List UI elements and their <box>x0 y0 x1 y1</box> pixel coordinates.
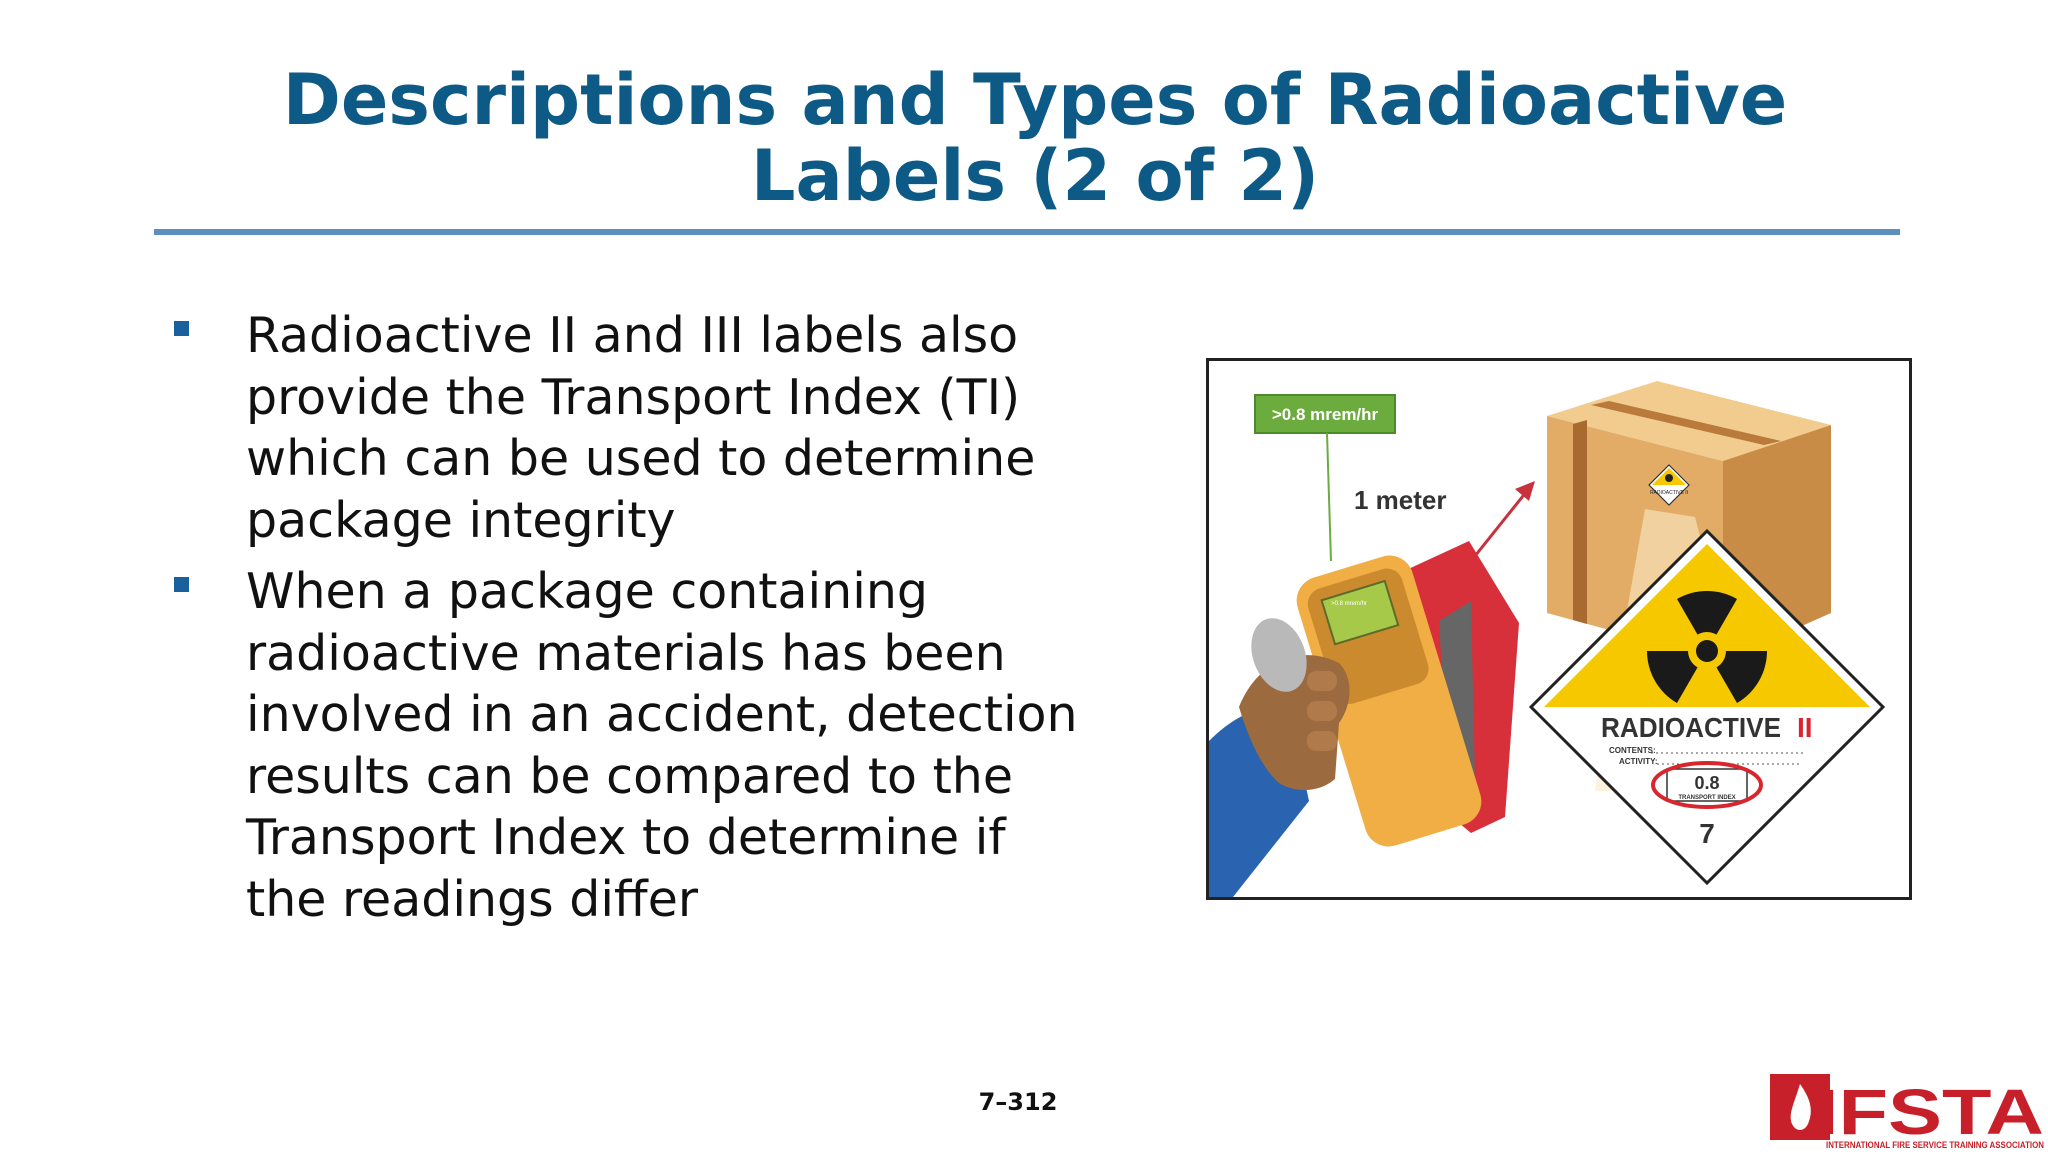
bullet-line: provide the Transport Index (TI) <box>246 368 1021 426</box>
bullet-line: results can be compared to the <box>246 747 1014 805</box>
bullet-list <box>170 305 1130 940</box>
bullet-item <box>170 561 1130 930</box>
logo-text: IFSTA <box>1816 1076 2044 1148</box>
bullet-line: the readings differ <box>246 870 698 928</box>
bullet-line: Transport Index to determine if <box>246 809 1006 866</box>
slide-title-line-2: Labels (2 of 2) <box>750 135 1320 217</box>
bullet-line: Radioactive II and III labels also <box>246 307 1019 364</box>
slide-title <box>150 59 1920 217</box>
logo-tagline: INTERNATIONAL FIRE SERVICE TRAINING ASSOCIATION <box>1826 1140 2044 1150</box>
ifsta-logo-svg <box>1770 1068 2048 1152</box>
bullet-line: When a package containing <box>246 563 928 620</box>
distance-label: 1 meter <box>1354 485 1447 515</box>
placard-activity: ACTIVITY: <box>1619 757 1658 766</box>
bullet-marker <box>174 321 189 336</box>
transport-index-caption: TRANSPORT INDEX <box>1678 795 1736 801</box>
meter-screen-text: >0.8 mrem/hr <box>1331 601 1367 607</box>
slide-title-line-1: Descriptions and Types of Radioactive <box>282 59 1788 141</box>
bullet-line: package integrity <box>246 491 676 549</box>
reading-callout-text: >0.8 mrem/hr <box>1271 405 1379 424</box>
bullet-line: radioactive materials has been <box>246 624 1006 682</box>
page-number: 7–312 <box>978 1088 1058 1116</box>
bullet-marker <box>174 577 189 592</box>
bullet-line: involved in an accident, detection <box>246 686 1078 743</box>
placard-contents: CONTENTS: <box>1609 746 1656 755</box>
transport-index-value: 0.8 <box>1694 773 1720 793</box>
illustration-svg <box>1209 361 1909 897</box>
bullet-item <box>170 305 1130 551</box>
title-divider <box>154 229 1900 235</box>
placard-category: II <box>1797 712 1813 743</box>
radiation-survey-illustration <box>1206 358 1912 900</box>
placard-word: RADIOACTIVE <box>1601 712 1781 743</box>
hazard-class-number: 7 <box>1699 818 1715 849</box>
bullet-line: which can be used to determine <box>246 430 1036 487</box>
small-label-text: RADIOACTIVE II <box>1649 490 1689 496</box>
ifsta-logo <box>1770 1068 2048 1152</box>
